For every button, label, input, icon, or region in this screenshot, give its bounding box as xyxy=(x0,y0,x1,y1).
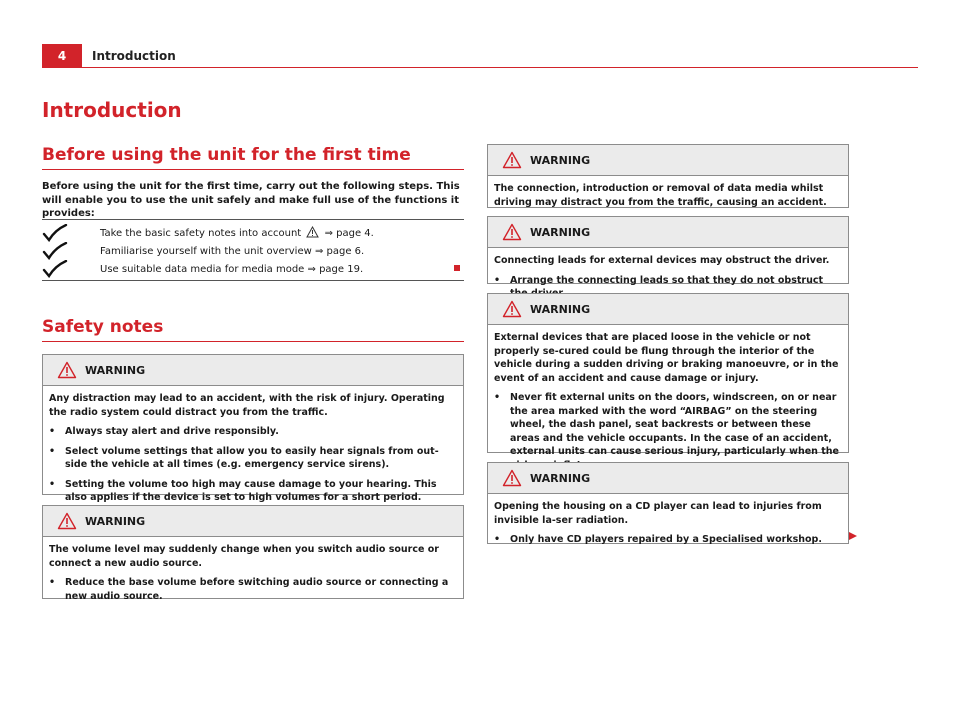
header-rule xyxy=(82,67,918,68)
warning-triangle-icon xyxy=(306,226,319,241)
warning-body xyxy=(43,386,463,511)
bullet-icon: • xyxy=(49,478,56,490)
warning-header xyxy=(488,217,848,248)
bullet-icon: • xyxy=(49,577,56,588)
checkmark-icon xyxy=(42,242,72,260)
warning-label: WARNING xyxy=(85,514,146,528)
checklist-item-text: Take the basic safety notes into account xyxy=(100,227,302,239)
continue-arrow-icon xyxy=(848,526,858,545)
warning-box xyxy=(42,505,464,602)
warning-triangle-icon xyxy=(502,300,522,318)
warning-paragraph: Connecting leads for external devices may obstruct the driver. xyxy=(494,255,830,266)
warning-triangle-icon xyxy=(57,512,77,530)
warning-bullet-text: Select volume settings that allow you to easily hear signals from out-side the vehicle at all times (e.g. emergency service sirens). xyxy=(65,445,439,470)
warning-header xyxy=(43,355,463,386)
checklist-item xyxy=(42,224,464,242)
warning-bullet xyxy=(49,425,457,439)
warning-label: WARNING xyxy=(85,363,146,377)
warning-box xyxy=(487,462,849,544)
section-heading-safety-notes: Safety notes xyxy=(42,317,464,342)
warning-paragraph: External devices that are placed loose in the vehicle or not properly se-cured could be flung through the interior of the vehicle during a sudden driving or braking manoeuvre, or in the event of an accident and cause damage or injury. xyxy=(494,332,839,384)
warning-bullet xyxy=(494,391,842,472)
bullet-icon: • xyxy=(494,534,501,545)
bullet-icon: • xyxy=(494,392,501,403)
warning-header xyxy=(488,145,848,176)
page-number: 4 xyxy=(42,44,82,68)
warning-paragraph: Opening the housing on a CD player can lead to injuries from invisible la-ser radiation. xyxy=(494,501,822,526)
warning-bullet xyxy=(49,576,457,603)
warning-bullet-text: Only have CD players repaired by a Specialised workshop. xyxy=(510,534,822,545)
warning-bullet xyxy=(494,533,842,547)
checklist-item xyxy=(42,242,464,260)
warning-paragraph: The connection, introduction or removal of data media whilst driving may distract you from the traffic, causing an accident. xyxy=(494,183,827,208)
warning-paragraph: The volume level may suddenly change when you switch audio source or connect a new audio source. xyxy=(49,544,439,569)
warning-bullet-text: Setting the volume too high may cause damage to your hearing. This also applies if the device is set to high volumes for a short period. xyxy=(65,478,437,503)
running-title: Introduction xyxy=(92,49,176,63)
warning-bullet xyxy=(49,445,457,472)
warning-header xyxy=(43,506,463,537)
warning-triangle-icon xyxy=(502,469,522,487)
warning-box xyxy=(487,293,849,457)
warning-label: WARNING xyxy=(530,471,591,485)
warning-bullet-text: Never fit external units on the doors, windscreen, on or near the area marked with the word “AIRBAG” on the steering wheel, the dash panel, seat backrests or between these areas and the vehicle occupants. In the case of an accident, external units can cause serious injury, particularly when the xyxy=(510,392,839,457)
warning-bullet-text: Always stay alert and drive responsibly. xyxy=(65,426,279,437)
warning-body xyxy=(488,494,848,553)
warning-body xyxy=(488,325,848,478)
warning-box xyxy=(487,144,849,208)
warning-triangle-icon xyxy=(502,223,522,241)
checkmark-icon xyxy=(42,224,72,242)
warning-header xyxy=(488,463,848,494)
section-heading-first-use: Before using the unit for the first time xyxy=(42,145,464,170)
checklist-item-text: Use suitable data media for media mode ⇒ page 19. xyxy=(100,263,364,275)
checklist xyxy=(42,219,464,281)
page-title: Introduction xyxy=(42,98,182,122)
warning-bullet-text: Arrange the connecting leads so that they do not obstruct xyxy=(510,274,824,286)
section-end-marker xyxy=(454,265,460,271)
checkmark-icon xyxy=(42,260,72,278)
warning-paragraph: Any distraction may lead to an accident, with the risk of injury. Operating the radio system could distract you from the traffic. xyxy=(49,393,445,418)
warning-label: WARNING xyxy=(530,225,591,239)
intro-paragraph: Before using the unit for the first time, carry out the following steps. This will enable you to use the unit safely and make full use of the functions it provides: xyxy=(42,181,460,219)
warning-body xyxy=(488,176,848,215)
bullet-icon: • xyxy=(49,426,56,437)
warning-label: WARNING xyxy=(530,302,591,316)
checklist-item-text: Familiarise yourself with the unit overview ⇒ page 6. xyxy=(100,245,365,257)
checklist-item xyxy=(42,260,464,278)
warning-box xyxy=(42,354,464,503)
warning-label: WARNING xyxy=(530,153,591,167)
warning-body xyxy=(43,537,463,609)
warning-triangle-icon xyxy=(502,151,522,169)
bullet-icon: • xyxy=(49,445,56,457)
page-reference-link[interactable]: ⇒ page 4. xyxy=(324,227,374,239)
bullet-icon: • xyxy=(494,274,501,286)
warning-box xyxy=(487,216,849,284)
warning-bullet-text: Reduce the base volume before switching audio source or connecting a new audio source. xyxy=(65,577,449,602)
warning-header xyxy=(488,294,848,325)
warning-triangle-icon xyxy=(57,361,77,379)
warning-bullet xyxy=(49,478,457,505)
